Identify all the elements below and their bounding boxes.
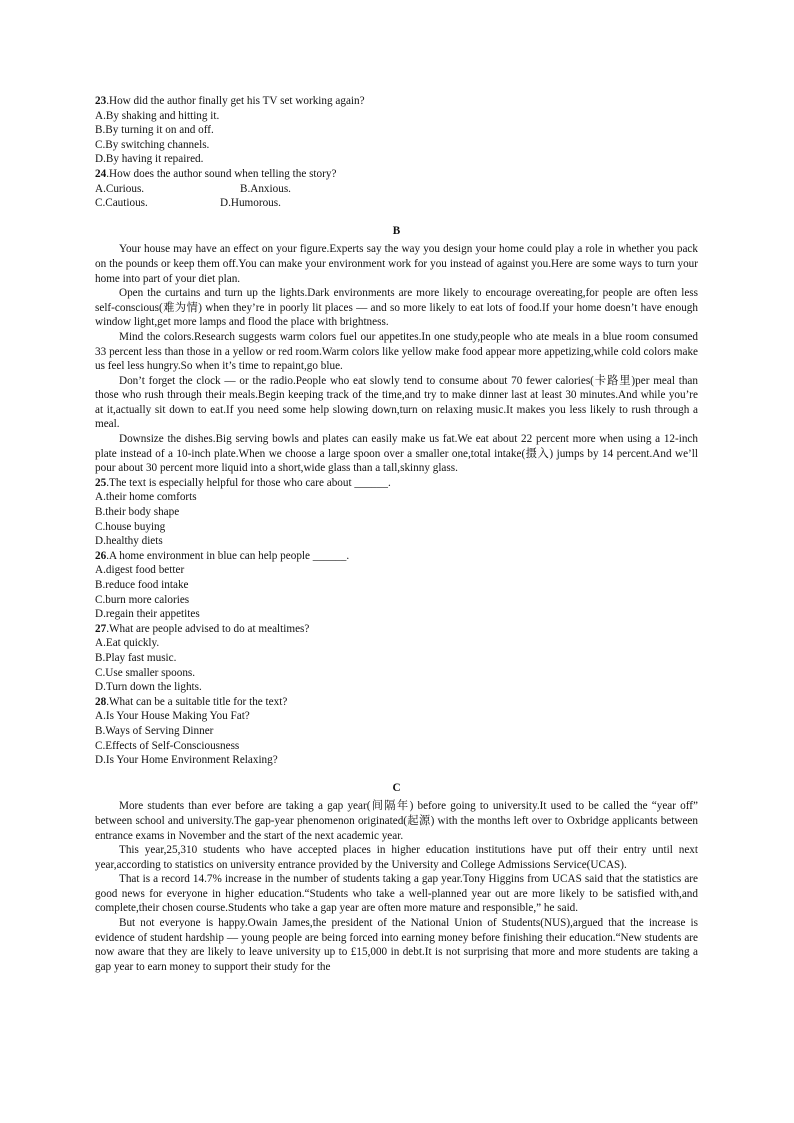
option: D.Humorous. <box>220 197 281 210</box>
option: A.Eat quickly. <box>95 637 160 650</box>
passage-paragraph: More students than ever before are taking a gap year(间隔年) before going to university.It used to be called the “year off” between school and university.The gap-year phenomenon originated(起源) with the months left over to Oxbridge applicants between entrance exams in November and the start of the next academic year. <box>95 800 698 842</box>
option: A.By shaking and hitting it. <box>95 109 220 122</box>
option: C.burn more calories <box>95 593 190 606</box>
option: A.their home comforts <box>95 491 197 504</box>
passage-paragraph: Mind the colors.Research suggests warm colors fuel our appetites.In one study,people who ate meals in a blue room consumed 33 percent less than those in a yellow or red room.Warm colors like yellow make food appear more appetizing,while cold colors make us feel less hungry.So when it’s time to repaint,go blue. <box>95 330 698 373</box>
question-text: .What are people advised to do at mealtimes? <box>106 622 310 635</box>
question-25 <box>95 476 698 549</box>
option: A.Is Your House Making You Fat? <box>95 710 250 723</box>
question-text: .The text is especially helpful for those who care about ______. <box>106 476 391 489</box>
passage-paragraph: Your house may have an effect on your figure.Experts say the way you design your home could play a role in whether you pack on the pounds or keep them off.You can make your environment work for you instead of against you.Here are some ways to turn your home into part of your diet plan. <box>95 243 698 285</box>
section-heading-c: C <box>392 781 401 794</box>
option: B.Anxious. <box>240 182 291 195</box>
option: A.Curious. <box>95 182 145 195</box>
option: D.Is Your Home Environment Relaxing? <box>95 754 278 767</box>
question-number: 28 <box>95 695 107 708</box>
question-23 <box>95 94 698 167</box>
section-heading-b: B <box>392 224 401 237</box>
passage-paragraph: This year,25,310 students who have accepted places in higher education institutions have put off their entry until next year,according to statistics on university entrance provided by the University and College Admissions Service(UCAS). <box>95 844 698 871</box>
passage-paragraph: But not everyone is happy.Owain James,the president of the National Union of Students(NUS),argued that the increase is evidence of student hardship — young people are being forced into earning money before finishing their education.“New students are now aware that they are likely to leave university up to £15,000 in debt.It is not surprising that more and more students are taking a gap year to earn money to support their study for the <box>95 917 698 973</box>
question-text: .How does the author sound when telling the story? <box>106 167 337 180</box>
question-number: 25 <box>95 476 107 489</box>
passage-paragraph: Open the curtains and turn up the lights.Dark environments are more likely to encourage overeating,for people are often less self-conscious(难为情) when they’re in poorly lit places — and so more likely to eat lots of food.If your home doesn’t have enough window light,get more lamps and flood the place with brightness. <box>95 287 698 329</box>
option: B.reduce food intake <box>95 579 189 591</box>
option: C.Cautious. <box>95 197 148 210</box>
option: D.healthy diets <box>95 535 163 548</box>
option: A.digest food better <box>95 564 185 577</box>
passage-paragraph: Downsize the dishes.Big serving bowls and plates can easily make us fat.We eat about 22 percent more when using a 12-inch plate instead of a 10-inch plate.When we choose a large spoon over a smaller one,total intake(摄入) jumps by 14 percent.And we’ll pour about 30 percent more liquid into a short,wide glass than a tall,skinny glass. <box>95 433 698 475</box>
question-text: .What can be a suitable title for the text? <box>106 695 288 708</box>
question-number: 26 <box>95 549 107 562</box>
question-28 <box>95 695 698 768</box>
option: D.By having it repaired. <box>95 153 204 166</box>
question-27 <box>95 622 698 695</box>
option: B.Play fast music. <box>95 651 177 664</box>
question-26 <box>95 549 698 622</box>
passage-paragraph: Don’t forget the clock — or the radio.People who eat slowly tend to consume about 70 fewer calories(卡路里)per meal than those who rush through their meals.Begin keeping track of the time,and try to make dinner last at least 30 minutes.And while you’re at it,actually sit down to eat.If you need some help slowing down,turn on relaxing music.It makes you less likely to rush through a meal. <box>95 374 698 431</box>
option: D.regain their appetites <box>95 608 200 621</box>
question-number: 27 <box>95 622 107 635</box>
option: C.house buying <box>95 520 166 533</box>
document-page <box>95 94 698 974</box>
option-row <box>95 182 698 197</box>
question-number: 24 <box>95 167 107 180</box>
question-24 <box>95 167 698 211</box>
option: B.their body shape <box>95 506 180 519</box>
question-text: .How did the author finally get his TV set working again? <box>106 95 365 107</box>
passage-paragraph: That is a record 14.7% increase in the number of students taking a gap year.Tony Higgins from UCAS said that the statistics are good news for everyone in higher education.“Students who take a well-planned year out are more likely to be satisfied with,and complete,their chosen course.Students who take a gap year are often more mature and responsible,” he said. <box>95 873 698 915</box>
option: D.Turn down the lights. <box>95 681 202 694</box>
option: C.By switching channels. <box>95 138 210 151</box>
question-text: .A home environment in blue can help people ______. <box>106 549 350 562</box>
question-number: 23 <box>95 95 107 107</box>
option-row <box>95 196 698 211</box>
option: C.Effects of Self-Consciousness <box>95 739 240 752</box>
option: B.Ways of Serving Dinner <box>95 724 214 737</box>
option: C.Use smaller spoons. <box>95 666 196 679</box>
option: B.By turning it on and off. <box>95 124 214 137</box>
